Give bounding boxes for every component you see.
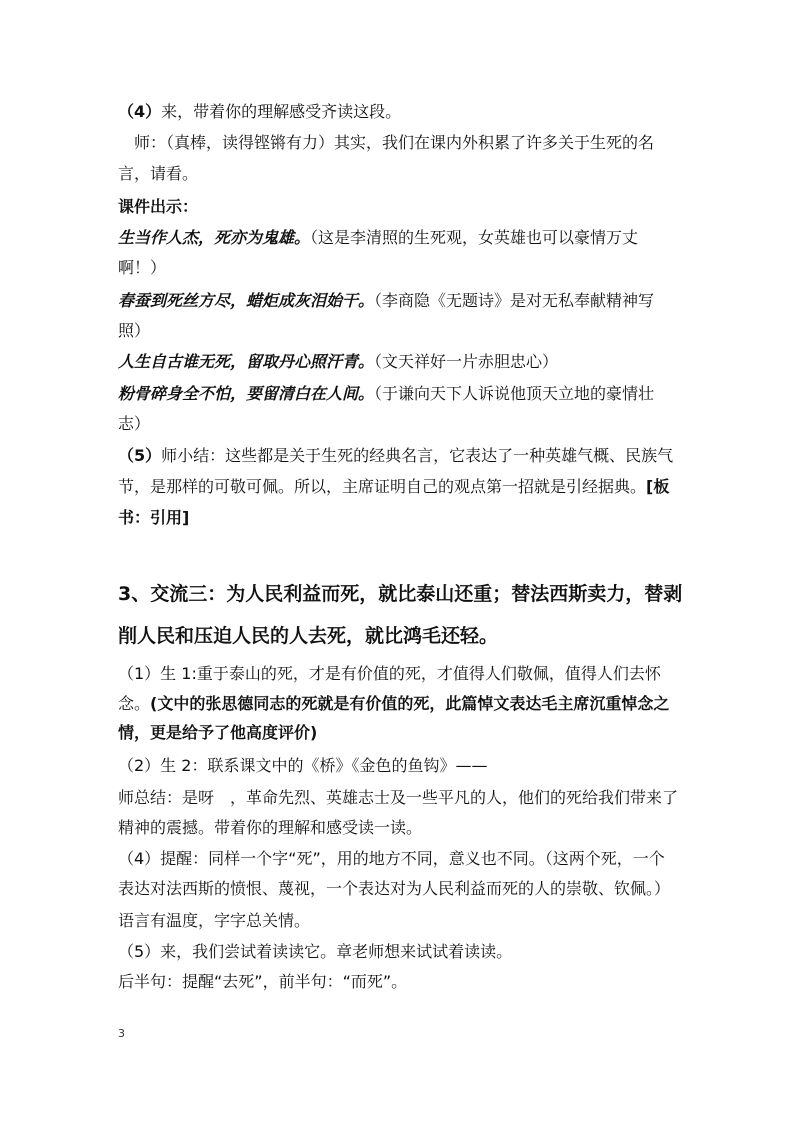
text-line [118,817,422,839]
text-run: 念。 [118,694,151,713]
text-line [118,848,665,870]
text-line [118,971,407,993]
text-run: 言，请看。 [118,164,199,183]
text-line [118,101,401,123]
text-run: 师总结：是呀 ，革命先烈、英雄志士及一些平凡的人，他们的死给我们带来了 [118,788,679,807]
text-run: 3、交流三：为人民利益而死，就比泰山还重；替法西斯卖力，替剥 [118,583,683,605]
text-run: 课件出示： [118,197,199,216]
text-line [118,445,673,467]
text-run: 来，带着你的理解感受齐读这段。 [161,102,402,121]
text-run: 语言有温度，字字总关情。 [118,911,311,930]
text-run: 精神的震撼。带着你的理解和感受读一读。 [118,818,423,837]
text-line [118,722,317,744]
text-run: (文中的张思德同志的死就是有价值的死，此篇悼文表达毛主席沉重悼念之 [150,694,670,713]
text-line [118,290,654,312]
text-line [118,580,682,608]
text-run: 志） [118,414,151,433]
text-run: 节，是那样的可敬可佩。所以，主席证明自己的观点第一招就是引经据典。 [118,477,647,496]
text-run: [板 [646,477,670,496]
text-line [118,351,558,373]
text-run: 情，更是给予了他高度评价) [118,723,318,742]
text-run: （这是李清照的生死观，女英雄也可以豪情万丈 [310,228,639,247]
text-run: （文天祥好一片赤胆忠心） [374,352,559,371]
text-line [118,787,678,809]
text-run: （5） [118,446,162,465]
text-run: 师小结：这些都是关于生死的经典名言，它表达了一种英雄气概、民族气 [161,446,674,465]
text-line [118,941,512,963]
text-run: （李商隐《无题诗》是对无私奉献精神写 [374,291,655,310]
text-run: 表达对法西斯的愤恨、蔑视，一个表达对为人民利益而死的人的崇敬、钦佩。） [118,879,671,898]
text-run: 春蚕到死丝方尽，蜡炬成灰泪始干。 [118,291,375,310]
text-run: 书：引用] [118,508,190,527]
text-line [118,755,487,777]
page-number: 3 [118,1027,125,1040]
text-line [118,196,198,218]
text-line [118,622,498,650]
text-run: 后半句：提醒“去死”，前半句：“而死”。 [118,972,408,991]
text-line [118,227,638,249]
text-run: 人生自古谁无死，留取丹心照汗青。 [118,352,375,371]
text-line [118,910,310,932]
text-run: （5）来，我们尝试着读读它。章老师想来试试着读读。 [118,942,513,961]
text-line [118,663,661,685]
text-run: 啊！） [118,258,167,277]
text-run: （4）提醒：同样一个字“死”，用的地方不同，意义也不同。（这两个死，一个 [118,849,665,868]
text-line [118,132,654,154]
text-line [118,476,669,498]
text-line [118,878,670,900]
text-line [118,693,669,715]
text-run: （2）生 2：联系课文中的《桥》《金色的鱼钩》—— [118,756,488,775]
text-run: 粉骨碎身全不怕，要留清白在人间。 [118,384,375,403]
text-line [118,320,150,342]
text-line [118,163,198,185]
text-line [118,383,654,405]
text-run: （4） [118,102,162,121]
text-run: 师：（真棒，读得铿锵有力）其实，我们在课内外积累了许多关于生死的名 [118,133,655,152]
text-run: （于谦向天下人诉说他顶天立地的豪情壮 [374,384,655,403]
text-line [118,507,189,529]
text-run: 生当作人杰，死亦为鬼雄。 [118,228,311,247]
text-run: （1）生 1:重于泰山的死，才是有价值的死，才值得人们敬佩，值得人们去怀 [118,664,661,683]
text-run: 照） [118,321,151,340]
text-line [118,257,166,279]
text-line [118,413,150,435]
text-run: 削人民和压迫人民的人去死，就比鸿毛还轻。 [118,625,499,647]
